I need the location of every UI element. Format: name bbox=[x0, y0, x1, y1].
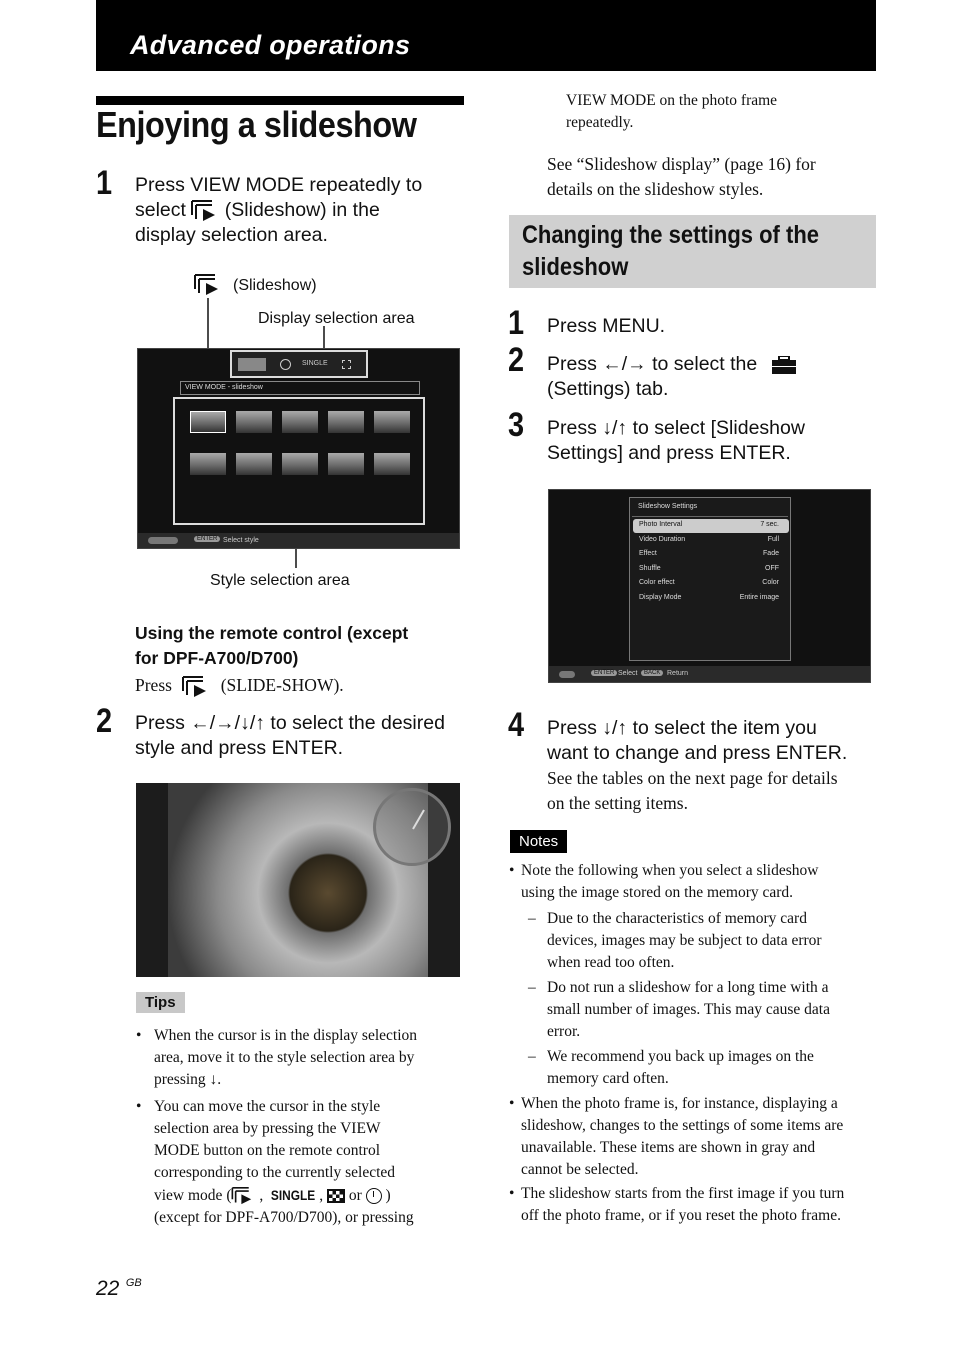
notes-dash-1-marker: – bbox=[528, 910, 536, 927]
style-thumb bbox=[282, 453, 318, 475]
settings-toolbox-icon bbox=[771, 356, 797, 374]
remote-instruction: Press (SLIDE-SHOW). bbox=[135, 673, 344, 698]
clock-mode-icon bbox=[366, 1188, 382, 1204]
tips-badge: Tips bbox=[136, 992, 185, 1013]
clock-hand bbox=[412, 809, 425, 829]
settings-row-display-mode[interactable]: Display Mode Entire image bbox=[639, 594, 779, 601]
single-label: SINGLE bbox=[302, 360, 328, 367]
notes-bullet-3-marker: • bbox=[509, 1185, 515, 1202]
settings-step-1-text: Press MENU. bbox=[547, 315, 666, 337]
page-number: 22 $^{GB}$ bbox=[96, 1277, 142, 1300]
style-thumb bbox=[190, 411, 226, 433]
style-selection-area bbox=[173, 397, 425, 525]
view-mode-line: view mode ( , SINGLE , or ) bbox=[154, 1184, 454, 1207]
settings-step-1-number: 1 bbox=[508, 304, 525, 342]
section-title: Advanced operations bbox=[130, 30, 411, 60]
tips-item-1: When the cursor is in the display selection area, move it to the style selection area by pressing ↓. bbox=[154, 1027, 418, 1088]
view-mode-header-text: VIEW MODE - slideshow bbox=[185, 384, 263, 391]
select-text: Select bbox=[618, 670, 638, 677]
settings-footer bbox=[549, 666, 870, 682]
notes-bullet-1-marker: • bbox=[509, 862, 515, 879]
index-icon bbox=[342, 360, 351, 369]
notes-dash-2-marker: – bbox=[528, 979, 536, 996]
notes-item-1: Note the following when you select a slideshow using the image stored on the memory card. bbox=[521, 862, 819, 901]
updown-keys-badge bbox=[559, 671, 575, 678]
remote-heading: Using the remote control (except for DPF-A700/D700) bbox=[135, 623, 409, 668]
single-mode-label: SINGLE bbox=[271, 1187, 316, 1203]
settings-step-4-body: See the tables on the next page for details on the setting items. bbox=[547, 768, 838, 813]
style-selection-area-label: Style selection area bbox=[210, 572, 350, 589]
style-thumb bbox=[328, 411, 364, 433]
settings-row-shuffle[interactable]: Shuffle OFF bbox=[639, 565, 779, 572]
slideshow-icon bbox=[191, 200, 219, 222]
tips-bullet-2-marker: • bbox=[136, 1098, 142, 1115]
step-1-line-3: display selection area. bbox=[135, 224, 328, 246]
return-text: Return bbox=[667, 670, 689, 677]
settings-panel bbox=[629, 497, 791, 661]
step-1-line-2: select (Slideshow) in the bbox=[135, 199, 380, 221]
settings-row-effect[interactable]: Effect Fade bbox=[639, 550, 779, 557]
tips-item-2: You can move the cursor in the style selection area by pressing the VIEW MODE button on the remote control corresponding to the currently selected view mode ( , SINGLE , or ) (except for DPF-A700/D700), or pressing bbox=[154, 1096, 454, 1229]
style-thumb bbox=[236, 411, 272, 433]
subheading: Changing the settings of the slideshow bbox=[522, 221, 819, 281]
settings-panel-rule bbox=[632, 516, 788, 517]
clock-overlay bbox=[373, 788, 451, 866]
notes-sub-item-3: We recommend you back up images on the memory card often. bbox=[547, 1048, 814, 1087]
style-thumb bbox=[282, 411, 318, 433]
settings-list bbox=[633, 519, 789, 619]
style-thumb bbox=[190, 453, 226, 475]
style-thumb bbox=[374, 411, 410, 433]
settings-step-3-number: 3 bbox=[508, 406, 525, 444]
settings-step-2-number: 2 bbox=[508, 341, 525, 379]
settings-panel-title: Slideshow Settings bbox=[638, 503, 698, 510]
display-selection-area-label: Display selection area bbox=[258, 310, 415, 327]
style-thumb bbox=[236, 453, 272, 475]
notes-sub-item-1: Due to the characteristics of memory card devices, images may be subject to data error when read too often. bbox=[547, 910, 822, 971]
settings-step-4-text: Press ↓/↑ to select the item you want to change and press ENTER. bbox=[547, 717, 848, 764]
step-2-number: 2 bbox=[96, 702, 113, 740]
enter-badge: ENTER bbox=[591, 670, 617, 676]
select-style-text: Select style bbox=[223, 537, 259, 544]
step-2-text: Press ←/→/↓/↑ to select the desired style and press ENTER. bbox=[135, 712, 445, 759]
enter-badge: ENTER bbox=[194, 536, 220, 542]
slideshow-settings-screenshot bbox=[548, 489, 871, 683]
notes-item-2: When the photo frame is, for instance, displaying a slideshow, changes to the settings of some items are unavailable. These items are shown in gray and cannot be selected. bbox=[521, 1095, 844, 1178]
view-mode-header bbox=[180, 381, 420, 395]
settings-row-color-effect[interactable]: Color effect Color bbox=[639, 579, 779, 586]
step-1-text bbox=[135, 173, 422, 248]
slideshow-mode-icon bbox=[231, 1187, 255, 1205]
screen-footer bbox=[138, 533, 459, 548]
notes-sub-item-2: Do not run a slideshow for a long time with a small number of images. This may cause data error. bbox=[547, 979, 830, 1040]
arrow-keys-badge bbox=[148, 537, 178, 544]
slideshow-callout-label: (Slideshow) bbox=[233, 277, 317, 294]
see-reference: See “Slideshow display” (page 16) for details on the slideshow styles. bbox=[547, 154, 816, 199]
settings-row-photo-interval[interactable]: Photo Interval 7 sec. bbox=[633, 519, 789, 533]
settings-step-2-line-1: Press ←/→ to select the bbox=[547, 352, 797, 377]
notes-item-3: The slideshow starts from the first image if you turn off the photo frame, or if you reset the photo frame. bbox=[521, 1185, 845, 1224]
continued-text: VIEW MODE on the photo frame repeatedly. bbox=[566, 92, 778, 131]
slideshow-button-icon bbox=[182, 676, 210, 698]
display-selection-bar bbox=[230, 350, 368, 378]
back-badge: BACK bbox=[641, 670, 663, 676]
view-mode-screenshot bbox=[137, 348, 460, 549]
settings-step-3-text: Press ↓/↑ to select [Slideshow Settings] and press ENTER. bbox=[547, 417, 805, 464]
tips-bullet-1-marker: • bbox=[136, 1027, 142, 1044]
notes-badge: Notes bbox=[510, 830, 567, 853]
settings-step-2-text: Press ←/→ to select the (Settings) tab. bbox=[547, 352, 797, 402]
index-mode-icon bbox=[327, 1189, 345, 1203]
settings-row-video-duration[interactable]: Video Duration Full bbox=[639, 536, 779, 543]
page-title: Enjoying a slideshow bbox=[96, 104, 417, 145]
step-1-line-1: Press VIEW MODE repeatedly to bbox=[135, 174, 423, 196]
settings-step-4-number: 4 bbox=[508, 706, 525, 744]
slideshow-tab bbox=[238, 358, 266, 371]
style-thumb bbox=[374, 453, 410, 475]
notes-bullet-2-marker: • bbox=[509, 1095, 515, 1112]
sunflower-photo bbox=[136, 783, 460, 977]
step-1-number: 1 bbox=[96, 164, 113, 202]
notes-dash-3-marker: – bbox=[528, 1048, 536, 1065]
clock-icon bbox=[280, 359, 291, 370]
style-thumb bbox=[328, 453, 364, 475]
